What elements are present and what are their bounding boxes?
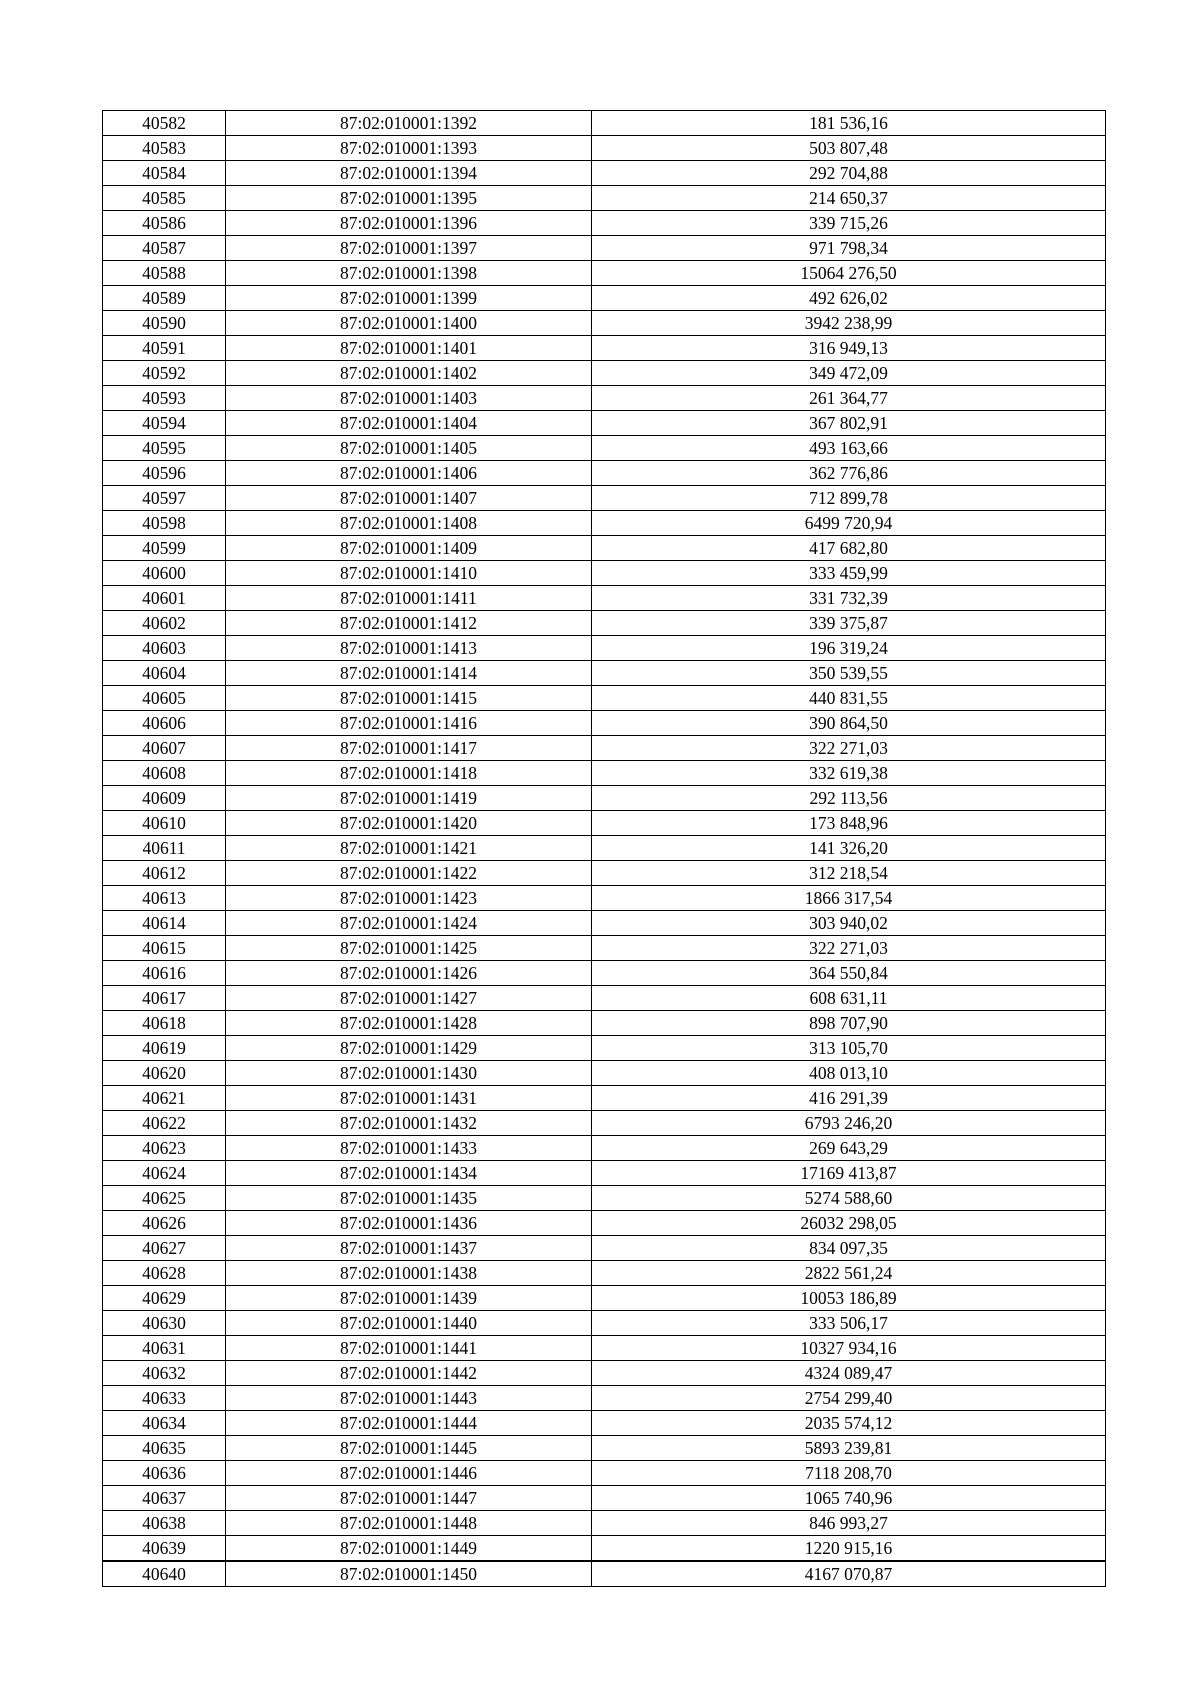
table-row [103, 1061, 1106, 1086]
table-body [103, 111, 1106, 1587]
row-number-cell: 40599 [103, 536, 226, 561]
value-cell: 712 899,78 [592, 486, 1106, 511]
table-row [103, 511, 1106, 536]
cadastral-number-cell: 87:02:010001:1398 [226, 261, 592, 286]
value-cell: 214 650,37 [592, 186, 1106, 211]
cadastral-number-cell: 87:02:010001:1420 [226, 811, 592, 836]
table-row [103, 486, 1106, 511]
cadastral-number-cell: 87:02:010001:1414 [226, 661, 592, 686]
table-row [103, 1011, 1106, 1036]
cadastral-number-cell: 87:02:010001:1395 [226, 186, 592, 211]
cadastral-number-cell: 87:02:010001:1433 [226, 1136, 592, 1161]
cadastral-number-cell: 87:02:010001:1412 [226, 611, 592, 636]
cadastral-number-cell: 87:02:010001:1443 [226, 1386, 592, 1411]
row-number-cell: 40611 [103, 836, 226, 861]
value-cell: 333 506,17 [592, 1311, 1106, 1336]
value-cell: 5274 588,60 [592, 1186, 1106, 1211]
value-cell: 331 732,39 [592, 586, 1106, 611]
cadastral-number-cell: 87:02:010001:1410 [226, 561, 592, 586]
cadastral-number-cell: 87:02:010001:1393 [226, 136, 592, 161]
row-number-cell: 40620 [103, 1061, 226, 1086]
value-cell: 440 831,55 [592, 686, 1106, 711]
row-number-cell: 40623 [103, 1136, 226, 1161]
table-row [103, 1136, 1106, 1161]
value-cell: 408 013,10 [592, 1061, 1106, 1086]
table-row [103, 911, 1106, 936]
value-cell: 834 097,35 [592, 1236, 1106, 1261]
row-number-cell: 40635 [103, 1436, 226, 1461]
table-row [103, 161, 1106, 186]
value-cell: 332 619,38 [592, 761, 1106, 786]
table-row [103, 936, 1106, 961]
cadastral-number-cell: 87:02:010001:1396 [226, 211, 592, 236]
table-row [103, 1461, 1106, 1486]
table-row [103, 1561, 1106, 1587]
cadastral-number-cell: 87:02:010001:1417 [226, 736, 592, 761]
table-row [103, 786, 1106, 811]
table-row [103, 186, 1106, 211]
table-row [103, 1336, 1106, 1361]
value-cell: 1065 740,96 [592, 1486, 1106, 1511]
value-cell: 367 802,91 [592, 411, 1106, 436]
table-row [103, 861, 1106, 886]
value-cell: 196 319,24 [592, 636, 1106, 661]
value-cell: 6793 246,20 [592, 1111, 1106, 1136]
cadastral-number-cell: 87:02:010001:1418 [226, 761, 592, 786]
cadastral-number-cell: 87:02:010001:1440 [226, 1311, 592, 1336]
row-number-cell: 40591 [103, 336, 226, 361]
row-number-cell: 40610 [103, 811, 226, 836]
table-row [103, 1036, 1106, 1061]
cadastral-number-cell: 87:02:010001:1441 [226, 1336, 592, 1361]
row-number-cell: 40603 [103, 636, 226, 661]
value-cell: 141 326,20 [592, 836, 1106, 861]
table-row [103, 761, 1106, 786]
cadastral-number-cell: 87:02:010001:1432 [226, 1111, 592, 1136]
table-row [103, 1511, 1106, 1536]
table-row [103, 1486, 1106, 1511]
value-cell: 364 550,84 [592, 961, 1106, 986]
row-number-cell: 40595 [103, 436, 226, 461]
cadastral-number-cell: 87:02:010001:1416 [226, 711, 592, 736]
value-cell: 6499 720,94 [592, 511, 1106, 536]
row-number-cell: 40629 [103, 1286, 226, 1311]
value-cell: 15064 276,50 [592, 261, 1106, 286]
value-cell: 339 715,26 [592, 211, 1106, 236]
cadastral-number-cell: 87:02:010001:1404 [226, 411, 592, 436]
row-number-cell: 40584 [103, 161, 226, 186]
table-row [103, 136, 1106, 161]
value-cell: 971 798,34 [592, 236, 1106, 261]
row-number-cell: 40597 [103, 486, 226, 511]
value-cell: 4324 089,47 [592, 1361, 1106, 1386]
table-row [103, 111, 1106, 136]
table-row [103, 411, 1106, 436]
cadastral-number-cell: 87:02:010001:1447 [226, 1486, 592, 1511]
cadastral-number-cell: 87:02:010001:1405 [226, 436, 592, 461]
table-row [103, 461, 1106, 486]
cadastral-number-cell: 87:02:010001:1438 [226, 1261, 592, 1286]
row-number-cell: 40622 [103, 1111, 226, 1136]
row-number-cell: 40636 [103, 1461, 226, 1486]
row-number-cell: 40616 [103, 961, 226, 986]
table-row [103, 661, 1106, 686]
row-number-cell: 40607 [103, 736, 226, 761]
table-row [103, 386, 1106, 411]
row-number-cell: 40613 [103, 886, 226, 911]
value-cell: 5893 239,81 [592, 1436, 1106, 1461]
value-cell: 2822 561,24 [592, 1261, 1106, 1286]
value-cell: 313 105,70 [592, 1036, 1106, 1061]
row-number-cell: 40609 [103, 786, 226, 811]
row-number-cell: 40594 [103, 411, 226, 436]
row-number-cell: 40593 [103, 386, 226, 411]
value-cell: 322 271,03 [592, 736, 1106, 761]
value-cell: 181 536,16 [592, 111, 1106, 136]
row-number-cell: 40624 [103, 1161, 226, 1186]
cadastral-number-cell: 87:02:010001:1403 [226, 386, 592, 411]
table-row [103, 961, 1106, 986]
row-number-cell: 40637 [103, 1486, 226, 1511]
cadastral-number-cell: 87:02:010001:1423 [226, 886, 592, 911]
value-cell: 1220 915,16 [592, 1536, 1106, 1562]
row-number-cell: 40615 [103, 936, 226, 961]
table-row [103, 586, 1106, 611]
cadastral-number-cell: 87:02:010001:1444 [226, 1411, 592, 1436]
table-row [103, 361, 1106, 386]
row-number-cell: 40621 [103, 1086, 226, 1111]
cadastral-number-cell: 87:02:010001:1431 [226, 1086, 592, 1111]
value-cell: 493 163,66 [592, 436, 1106, 461]
table-row [103, 286, 1106, 311]
table-row [103, 986, 1106, 1011]
table-row [103, 261, 1106, 286]
table-row [103, 1236, 1106, 1261]
value-cell: 846 993,27 [592, 1511, 1106, 1536]
cadastral-number-cell: 87:02:010001:1408 [226, 511, 592, 536]
row-number-cell: 40627 [103, 1236, 226, 1261]
row-number-cell: 40625 [103, 1186, 226, 1211]
cadastral-number-cell: 87:02:010001:1399 [226, 286, 592, 311]
row-number-cell: 40590 [103, 311, 226, 336]
value-cell: 416 291,39 [592, 1086, 1106, 1111]
cadastral-number-cell: 87:02:010001:1415 [226, 686, 592, 711]
cadastral-number-cell: 87:02:010001:1407 [226, 486, 592, 511]
cadastral-number-cell: 87:02:010001:1442 [226, 1361, 592, 1386]
row-number-cell: 40587 [103, 236, 226, 261]
value-cell: 26032 298,05 [592, 1211, 1106, 1236]
value-cell: 417 682,80 [592, 536, 1106, 561]
cadastral-number-cell: 87:02:010001:1406 [226, 461, 592, 486]
value-cell: 261 364,77 [592, 386, 1106, 411]
table-row [103, 1311, 1106, 1336]
table-row [103, 836, 1106, 861]
value-cell: 390 864,50 [592, 711, 1106, 736]
cadastral-number-cell: 87:02:010001:1436 [226, 1211, 592, 1236]
table-row [103, 1411, 1106, 1436]
value-cell: 2754 299,40 [592, 1386, 1106, 1411]
cadastral-number-cell: 87:02:010001:1397 [226, 236, 592, 261]
row-number-cell: 40617 [103, 986, 226, 1011]
value-cell: 333 459,99 [592, 561, 1106, 586]
row-number-cell: 40588 [103, 261, 226, 286]
row-number-cell: 40582 [103, 111, 226, 136]
table-row [103, 1436, 1106, 1461]
value-cell: 7118 208,70 [592, 1461, 1106, 1486]
cadastral-number-cell: 87:02:010001:1392 [226, 111, 592, 136]
cadastral-number-cell: 87:02:010001:1450 [226, 1561, 592, 1587]
row-number-cell: 40614 [103, 911, 226, 936]
row-number-cell: 40596 [103, 461, 226, 486]
table-row [103, 811, 1106, 836]
row-number-cell: 40586 [103, 211, 226, 236]
table-row [103, 711, 1106, 736]
value-cell: 1866 317,54 [592, 886, 1106, 911]
row-number-cell: 40583 [103, 136, 226, 161]
row-number-cell: 40585 [103, 186, 226, 211]
table-row [103, 636, 1106, 661]
table-row [103, 1211, 1106, 1236]
value-cell: 350 539,55 [592, 661, 1106, 686]
table-row [103, 561, 1106, 586]
row-number-cell: 40598 [103, 511, 226, 536]
cadastral-number-cell: 87:02:010001:1445 [226, 1436, 592, 1461]
row-number-cell: 40592 [103, 361, 226, 386]
table-row [103, 1536, 1106, 1562]
cadastral-number-cell: 87:02:010001:1409 [226, 536, 592, 561]
row-number-cell: 40633 [103, 1386, 226, 1411]
table-row [103, 211, 1106, 236]
value-cell: 4167 070,87 [592, 1561, 1106, 1587]
row-number-cell: 40618 [103, 1011, 226, 1036]
table-row [103, 236, 1106, 261]
table-row [103, 611, 1106, 636]
row-number-cell: 40630 [103, 1311, 226, 1336]
cadastral-number-cell: 87:02:010001:1449 [226, 1536, 592, 1562]
table-row [103, 1161, 1106, 1186]
row-number-cell: 40589 [103, 286, 226, 311]
row-number-cell: 40639 [103, 1536, 226, 1562]
value-cell: 3942 238,99 [592, 311, 1106, 336]
cadastral-number-cell: 87:02:010001:1446 [226, 1461, 592, 1486]
row-number-cell: 40626 [103, 1211, 226, 1236]
cadastral-number-cell: 87:02:010001:1411 [226, 586, 592, 611]
row-number-cell: 40619 [103, 1036, 226, 1061]
table-row [103, 1086, 1106, 1111]
value-cell: 303 940,02 [592, 911, 1106, 936]
cadastral-number-cell: 87:02:010001:1426 [226, 961, 592, 986]
cadastral-number-cell: 87:02:010001:1425 [226, 936, 592, 961]
cadastral-number-cell: 87:02:010001:1430 [226, 1061, 592, 1086]
value-cell: 322 271,03 [592, 936, 1106, 961]
cadastral-number-cell: 87:02:010001:1434 [226, 1161, 592, 1186]
value-cell: 292 704,88 [592, 161, 1106, 186]
row-number-cell: 40628 [103, 1261, 226, 1286]
value-cell: 492 626,02 [592, 286, 1106, 311]
table-row [103, 1386, 1106, 1411]
value-cell: 269 643,29 [592, 1136, 1106, 1161]
table-row [103, 1286, 1106, 1311]
table-row [103, 436, 1106, 461]
cadastral-number-cell: 87:02:010001:1435 [226, 1186, 592, 1211]
cadastral-number-cell: 87:02:010001:1437 [226, 1236, 592, 1261]
table-row [103, 536, 1106, 561]
cadastral-number-cell: 87:02:010001:1402 [226, 361, 592, 386]
cadastral-number-cell: 87:02:010001:1400 [226, 311, 592, 336]
cadastral-number-cell: 87:02:010001:1429 [226, 1036, 592, 1061]
table-row [103, 336, 1106, 361]
table-row [103, 1261, 1106, 1286]
value-cell: 608 631,11 [592, 986, 1106, 1011]
row-number-cell: 40638 [103, 1511, 226, 1536]
row-number-cell: 40604 [103, 661, 226, 686]
table-row [103, 736, 1106, 761]
table-row [103, 686, 1106, 711]
cadastral-number-cell: 87:02:010001:1419 [226, 786, 592, 811]
value-cell: 173 848,96 [592, 811, 1106, 836]
value-cell: 312 218,54 [592, 861, 1106, 886]
row-number-cell: 40631 [103, 1336, 226, 1361]
cadastral-number-cell: 87:02:010001:1439 [226, 1286, 592, 1311]
row-number-cell: 40600 [103, 561, 226, 586]
value-cell: 339 375,87 [592, 611, 1106, 636]
value-cell: 10327 934,16 [592, 1336, 1106, 1361]
cadastral-number-cell: 87:02:010001:1427 [226, 986, 592, 1011]
table-row [103, 1111, 1106, 1136]
value-cell: 898 707,90 [592, 1011, 1106, 1036]
value-cell: 2035 574,12 [592, 1411, 1106, 1436]
row-number-cell: 40608 [103, 761, 226, 786]
cadastral-number-cell: 87:02:010001:1424 [226, 911, 592, 936]
table-row [103, 1186, 1106, 1211]
value-cell: 10053 186,89 [592, 1286, 1106, 1311]
value-cell: 503 807,48 [592, 136, 1106, 161]
value-cell: 349 472,09 [592, 361, 1106, 386]
cadastral-number-cell: 87:02:010001:1422 [226, 861, 592, 886]
cadastral-number-cell: 87:02:010001:1394 [226, 161, 592, 186]
cadastral-value-table [102, 110, 1106, 1587]
row-number-cell: 40601 [103, 586, 226, 611]
value-cell: 292 113,56 [592, 786, 1106, 811]
cadastral-number-cell: 87:02:010001:1413 [226, 636, 592, 661]
cadastral-number-cell: 87:02:010001:1421 [226, 836, 592, 861]
value-cell: 362 776,86 [592, 461, 1106, 486]
value-cell: 17169 413,87 [592, 1161, 1106, 1186]
value-cell: 316 949,13 [592, 336, 1106, 361]
row-number-cell: 40612 [103, 861, 226, 886]
row-number-cell: 40640 [103, 1561, 226, 1587]
cadastral-number-cell: 87:02:010001:1428 [226, 1011, 592, 1036]
cadastral-number-cell: 87:02:010001:1401 [226, 336, 592, 361]
table-row [103, 1361, 1106, 1386]
row-number-cell: 40632 [103, 1361, 226, 1386]
cadastral-number-cell: 87:02:010001:1448 [226, 1511, 592, 1536]
table-row [103, 311, 1106, 336]
table-row [103, 886, 1106, 911]
row-number-cell: 40602 [103, 611, 226, 636]
row-number-cell: 40605 [103, 686, 226, 711]
row-number-cell: 40606 [103, 711, 226, 736]
row-number-cell: 40634 [103, 1411, 226, 1436]
